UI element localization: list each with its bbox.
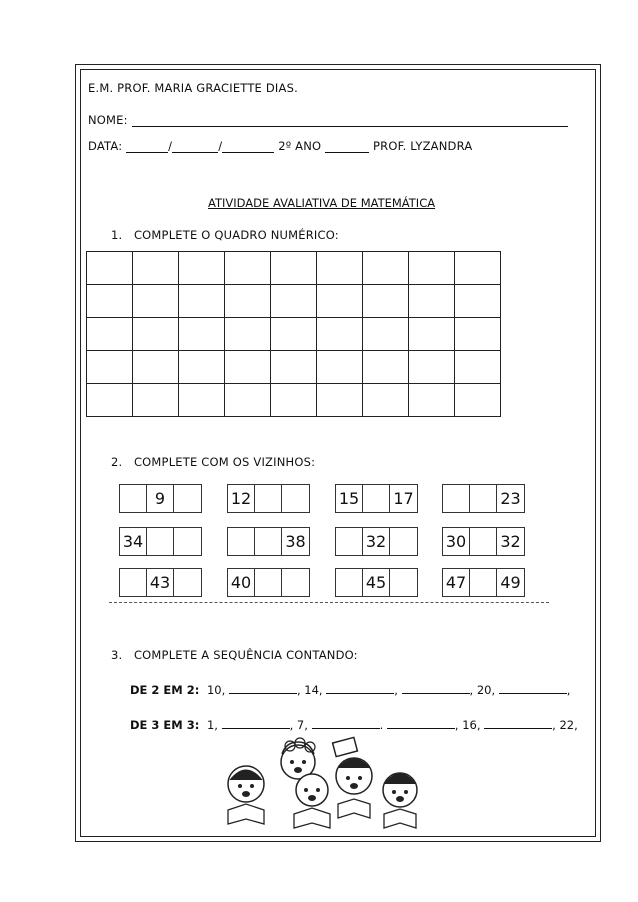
sequence-number: , <box>394 683 398 697</box>
grid-cell[interactable] <box>179 252 225 285</box>
date-year-field[interactable] <box>222 140 274 153</box>
grid-cell[interactable] <box>87 318 133 351</box>
grid-cell[interactable] <box>225 252 271 285</box>
children-illustration <box>216 732 438 832</box>
number-grid <box>86 251 501 417</box>
grid-cell[interactable] <box>455 384 501 417</box>
neighbor-number-cell: 34 <box>120 528 147 555</box>
sequence-number: , 7, <box>289 718 308 732</box>
grid-cell[interactable] <box>409 318 455 351</box>
sequence-2-by-2 <box>130 682 570 697</box>
question-1-text: COMPLETE O QUADRO NUMÉRICO: <box>133 228 339 242</box>
sequence-blank[interactable] <box>229 682 297 694</box>
name-label: NOME: <box>88 113 128 127</box>
sequence-2-label: DE 2 EM 2: <box>130 683 200 697</box>
question-1-number: 1. <box>111 228 123 242</box>
grid-cell[interactable] <box>317 384 363 417</box>
question-3-text: COMPLETE A SEQUÊNCIA CONTANDO: <box>133 648 358 662</box>
sequence-number: , 14, <box>296 683 323 697</box>
neighbor-box <box>227 484 310 513</box>
grid-row <box>87 318 501 351</box>
neighbor-box <box>119 484 202 513</box>
sequence-number: , 20, <box>469 683 496 697</box>
grid-cell[interactable] <box>317 318 363 351</box>
grid-cell[interactable] <box>317 351 363 384</box>
grid-cell[interactable] <box>409 351 455 384</box>
school-name: E.M. PROF. MARIA GRACIETTE DIAS. <box>88 81 298 95</box>
grid-row <box>87 351 501 384</box>
date-row: DATA: / / 2º ANO PROF. LYZANDRA <box>88 139 473 153</box>
neighbor-blank-cell[interactable] <box>363 485 390 512</box>
neighbor-number-cell: 49 <box>500 573 521 592</box>
neighbor-number-cell: 38 <box>285 532 306 551</box>
neighbor-blank-cell[interactable] <box>390 528 417 555</box>
grid-cell[interactable] <box>271 285 317 318</box>
page-title: ATIVIDADE AVALIATIVA DE MATEMÁTICA <box>208 196 436 210</box>
neighbor-box <box>442 484 525 513</box>
grid-cell[interactable] <box>271 351 317 384</box>
neighbor-blank-cell[interactable] <box>470 485 497 512</box>
neighbor-blank-cell[interactable] <box>120 485 147 512</box>
grid-cell[interactable] <box>179 318 225 351</box>
sequence-number: , 16, <box>454 718 481 732</box>
question-3-number: 3. <box>111 648 123 662</box>
neighbor-blank-cell[interactable] <box>174 485 201 512</box>
neighbor-box <box>119 527 202 556</box>
grid-cell[interactable] <box>225 351 271 384</box>
neighbor-blank-cell[interactable] <box>255 528 282 555</box>
neighbor-box <box>442 568 525 597</box>
sequence-number: 10, <box>206 683 226 697</box>
neighbor-box <box>335 484 418 513</box>
sequence-number: . <box>379 718 384 732</box>
grid-cell[interactable] <box>409 384 455 417</box>
neighbor-box <box>119 568 202 597</box>
neighbor-blank-cell[interactable] <box>147 528 174 555</box>
neighbor-number-cell: 45 <box>363 569 390 596</box>
grid-cell[interactable] <box>409 252 455 285</box>
question-2-number: 2. <box>111 455 123 469</box>
grid-cell[interactable] <box>87 285 133 318</box>
neighbor-blank-cell[interactable] <box>282 485 309 512</box>
date-label: DATA: <box>88 139 123 153</box>
neighbor-blank-cell[interactable] <box>470 569 497 596</box>
neighbors-exercise <box>103 474 554 612</box>
grid-cell[interactable] <box>455 318 501 351</box>
neighbor-box <box>227 568 310 597</box>
grid-cell[interactable] <box>133 285 179 318</box>
sequence-blank[interactable] <box>387 717 455 729</box>
neighbor-number-cell: 32 <box>500 532 521 551</box>
grid-row <box>87 384 501 417</box>
grid-cell[interactable] <box>455 285 501 318</box>
grid-cell[interactable] <box>271 318 317 351</box>
grid-cell[interactable] <box>363 384 409 417</box>
grid-cell[interactable] <box>363 285 409 318</box>
year-label: 2º ANO <box>278 139 322 153</box>
sequence-blank[interactable] <box>402 682 470 694</box>
sequence-blank[interactable] <box>222 717 290 729</box>
grid-cell[interactable] <box>455 252 501 285</box>
name-field[interactable] <box>132 114 568 127</box>
neighbor-box <box>227 527 310 556</box>
grid-row <box>87 285 501 318</box>
sequence-blank[interactable] <box>326 682 394 694</box>
sequence-blank[interactable] <box>312 717 380 729</box>
neighbor-blank-cell[interactable] <box>470 528 497 555</box>
grid-cell[interactable] <box>87 252 133 285</box>
sequence-number: , 22, <box>552 718 578 732</box>
sequence-blank[interactable] <box>484 717 552 729</box>
neighbor-number-cell: 15 <box>336 485 363 512</box>
name-row <box>88 113 568 127</box>
sequence-blank[interactable] <box>499 682 567 694</box>
grid-cell[interactable] <box>455 351 501 384</box>
neighbor-number-cell: 43 <box>147 569 174 596</box>
neighbor-blank-cell[interactable] <box>282 569 309 596</box>
grid-cell[interactable] <box>87 384 133 417</box>
question-2 <box>111 455 315 469</box>
grid-cell[interactable] <box>179 351 225 384</box>
grid-cell[interactable] <box>133 252 179 285</box>
question-2-text: COMPLETE COM OS VIZINHOS: <box>133 455 316 469</box>
neighbor-box <box>442 527 525 556</box>
neighbor-number-cell: 9 <box>147 485 174 512</box>
grid-cell[interactable] <box>363 351 409 384</box>
grid-cell[interactable] <box>87 351 133 384</box>
neighbor-number-cell: 40 <box>228 569 255 596</box>
grid-cell[interactable] <box>317 252 363 285</box>
grid-cell[interactable] <box>133 384 179 417</box>
grid-cell[interactable] <box>363 252 409 285</box>
neighbor-blank-cell[interactable] <box>174 569 201 596</box>
class-field[interactable] <box>325 140 369 153</box>
neighbor-blank-cell[interactable] <box>443 485 470 512</box>
question-3 <box>111 648 358 662</box>
neighbor-number-cell: 23 <box>500 489 521 508</box>
neighbor-blank-cell[interactable] <box>120 569 147 596</box>
neighbor-number-cell: 32 <box>363 528 390 555</box>
grid-cell[interactable] <box>363 318 409 351</box>
neighbor-number-cell: 47 <box>443 569 470 596</box>
grid-cell[interactable] <box>271 252 317 285</box>
neighbor-number-cell: 30 <box>443 528 470 555</box>
teacher-name: PROF. LYZANDRA <box>373 139 473 153</box>
neighbor-box <box>335 527 418 556</box>
neighbor-blank-cell[interactable] <box>390 569 417 596</box>
grid-cell[interactable] <box>225 318 271 351</box>
date-day-field[interactable] <box>126 140 168 153</box>
sequence-number: , <box>566 683 571 697</box>
neighbor-blank-cell[interactable] <box>255 569 282 596</box>
neighbor-blank-cell[interactable] <box>228 528 255 555</box>
date-month-field[interactable] <box>172 140 218 153</box>
grid-cell[interactable] <box>133 318 179 351</box>
neighbor-blank-cell[interactable] <box>174 528 201 555</box>
grid-cell[interactable] <box>133 351 179 384</box>
neighbor-number-cell: 12 <box>228 485 255 512</box>
grid-cell[interactable] <box>271 384 317 417</box>
sequence-3-label: DE 3 EM 3: <box>130 718 200 732</box>
grid-cell[interactable] <box>317 285 363 318</box>
neighbor-blank-cell[interactable] <box>336 528 363 555</box>
sequence-3-by-3 <box>130 717 578 732</box>
grid-row <box>87 252 501 285</box>
grid-cell[interactable] <box>179 285 225 318</box>
grid-cell[interactable] <box>225 285 271 318</box>
neighbor-number-cell: 17 <box>393 489 414 508</box>
neighbor-box <box>335 568 418 597</box>
neighbor-blank-cell[interactable] <box>255 485 282 512</box>
question-1 <box>111 228 339 242</box>
dashed-divider <box>109 602 549 603</box>
grid-cell[interactable] <box>225 384 271 417</box>
neighbor-blank-cell[interactable] <box>336 569 363 596</box>
grid-cell[interactable] <box>179 384 225 417</box>
grid-cell[interactable] <box>409 285 455 318</box>
sequence-number: 1, <box>206 718 218 732</box>
